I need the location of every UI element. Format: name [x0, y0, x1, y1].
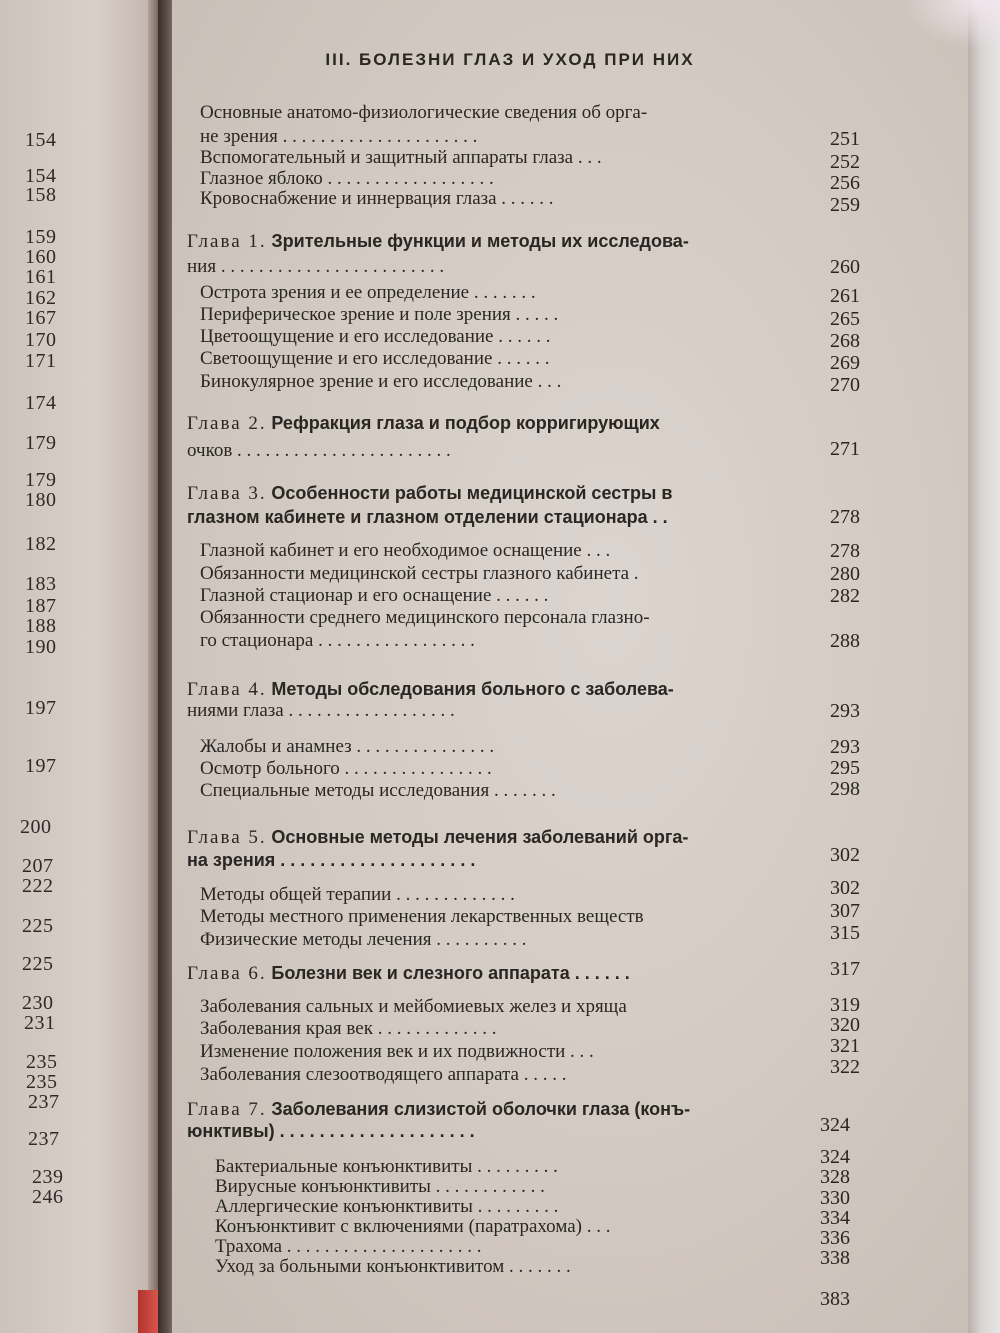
left-page-number: 187	[25, 595, 57, 617]
left-page-number: 222	[22, 875, 54, 897]
chapter-label: Глава 7.	[187, 1099, 267, 1120]
toc-page: 298	[830, 778, 860, 800]
chapter-label: Глава 1.	[187, 231, 267, 252]
toc-entry: ния . . . . . . . . . . . . . . . . . . . . . . . .	[187, 256, 445, 277]
toc-page: 271	[830, 438, 860, 460]
toc-page: 324	[820, 1114, 850, 1136]
left-page-number: 188	[25, 615, 57, 637]
toc-entry: Специальные методы исследования . . . . . . .	[200, 780, 556, 801]
left-page-number: 190	[25, 636, 57, 658]
toc-page: 268	[830, 330, 860, 352]
toc-page: 252	[830, 151, 860, 173]
left-page-number: 231	[24, 1012, 56, 1034]
toc-page: 269	[830, 352, 860, 374]
left-page-number: 225	[22, 953, 54, 975]
toc-page: 261	[830, 285, 860, 307]
toc-entry: Трахома . . . . . . . . . . . . . . . . . . . . .	[215, 1236, 482, 1257]
chapter-text: Рефракция глаза и подбор корригирующих	[271, 413, 660, 433]
toc-entry: Основные анатомо-физиологические сведения об орга-	[200, 102, 648, 123]
toc-page: 307	[830, 900, 860, 922]
toc-entry: Заболевания края век . . . . . . . . . . . . .	[200, 1018, 497, 1039]
left-page-number: 161	[25, 266, 57, 288]
toc-entry: Глазной кабинет и его необходимое оснащение . . .	[200, 540, 611, 561]
left-page-number: 179	[25, 432, 57, 454]
chapter-1-title	[187, 230, 787, 253]
chapter-4-title	[187, 678, 787, 701]
toc-page: 293	[830, 700, 860, 722]
toc-entry: Обязанности медицинской сестры глазного кабинета .	[200, 563, 639, 584]
toc-entry: Глазное яблоко . . . . . . . . . . . . . . . . . .	[200, 168, 494, 189]
chapter-text: Заболевания слизистой оболочки глаза (конъ-	[271, 1099, 691, 1119]
toc-page: 260	[830, 256, 860, 278]
toc-page: 317	[830, 958, 860, 980]
left-page-number: 197	[25, 755, 57, 777]
chapter-text: Основные методы лечения заболеваний орга-	[271, 827, 689, 847]
toc-entry: Методы местного применения лекарственных веществ	[200, 906, 644, 927]
toc-page: 302	[830, 877, 860, 899]
left-page-number: 158	[25, 184, 57, 206]
toc-entry: Аллергические конъюнктивиты . . . . . . . . .	[215, 1196, 559, 1217]
toc-entry: Вспомогательный и защитный аппараты глаза . . .	[200, 147, 602, 168]
toc-page: 338	[820, 1247, 850, 1269]
chapter-label: Глава 3.	[187, 483, 267, 504]
toc-page: 288	[830, 630, 860, 652]
left-page-number: 237	[28, 1128, 60, 1150]
left-page-number: 182	[25, 533, 57, 555]
chapter-label: Глава 2.	[187, 413, 267, 434]
corner-glow	[900, 0, 1000, 50]
toc-entry: Периферическое зрение и поле зрения . . . . .	[200, 304, 559, 325]
toc-page: 302	[830, 844, 860, 866]
left-page-number: 235	[26, 1071, 58, 1093]
toc-entry: Конъюнктивит с включениями (паратрахома) . . .	[215, 1216, 611, 1237]
left-page-number: 159	[25, 226, 57, 248]
toc-page: 256	[830, 172, 860, 194]
toc-page: 259	[830, 194, 860, 216]
toc-page: 321	[830, 1035, 860, 1057]
chapter-text: Зрительные функции и методы их исследова-	[271, 231, 689, 251]
left-page-number: 154	[25, 165, 57, 187]
left-page-number: 171	[25, 350, 57, 372]
toc-entry: Осмотр больного . . . . . . . . . . . . . . . .	[200, 758, 492, 779]
left-page-number: 197	[25, 697, 57, 719]
left-page-number: 180	[25, 489, 57, 511]
left-page-number: 237	[28, 1091, 60, 1113]
left-page-number: 246	[32, 1186, 64, 1208]
page-number: 383	[820, 1288, 850, 1310]
chapter-text: Особенности работы медицинской сестры в	[271, 483, 673, 503]
left-page-number: 230	[22, 992, 54, 1014]
left-page-number: 170	[25, 329, 57, 351]
toc-page: 265	[830, 308, 860, 330]
left-page-number: 183	[25, 573, 57, 595]
toc-entry: Методы общей терапии . . . . . . . . . . . . .	[200, 884, 515, 905]
right-page-edge	[968, 0, 1000, 1333]
chapter-label: Глава 5.	[187, 827, 267, 848]
toc-entry: Уход за больными конъюнктивитом . . . . . . .	[215, 1256, 571, 1277]
toc-page: 322	[830, 1056, 860, 1078]
chapter-5-title	[187, 826, 787, 849]
toc-entry: Кровоснабжение и иннервация глаза . . . . . .	[200, 188, 554, 209]
left-page-number: 200	[20, 816, 52, 838]
toc-page: 295	[830, 757, 860, 779]
chapter-7-title	[187, 1098, 787, 1121]
toc-entry: не зрения . . . . . . . . . . . . . . . . . . . . .	[200, 126, 478, 147]
toc-entry: Заболевания слезоотводящего аппарата . . . . .	[200, 1064, 567, 1085]
toc-page: 324	[820, 1146, 850, 1168]
left-page-number: 167	[25, 307, 57, 329]
chapter-label: Глава 4.	[187, 679, 267, 700]
toc-entry: глазном кабинете и глазном отделении стационара . .	[187, 507, 668, 527]
chapter-text: Болезни век и слезного аппарата . . . . . .	[271, 963, 630, 983]
toc-page: 278	[830, 540, 860, 562]
toc-page: 278	[830, 506, 860, 528]
toc-page: 334	[820, 1207, 850, 1229]
chapter-2-title	[187, 412, 787, 435]
toc-page: 280	[830, 563, 860, 585]
left-page-number: 179	[25, 469, 57, 491]
toc-entry: го стационара . . . . . . . . . . . . . . . . .	[200, 630, 475, 651]
toc-entry: юнктивы) . . . . . . . . . . . . . . . . . . . .	[187, 1121, 475, 1141]
left-page-number: 225	[22, 915, 54, 937]
toc-entry: Бинокулярное зрение и его исследование . . .	[200, 371, 562, 392]
toc-entry: Светоощущение и его исследование . . . . . .	[200, 348, 550, 369]
section-header: III. БОЛЕЗНИ ГЛАЗ И УХОД ПРИ НИХ	[325, 50, 695, 69]
toc-entry: на зрения . . . . . . . . . . . . . . . . . . . .	[187, 850, 476, 870]
chapter-text: Методы обследования больного с заболева-	[271, 679, 674, 699]
toc-entry: Глазной стационар и его оснащение . . . . . .	[200, 585, 549, 606]
left-page-number: 160	[25, 246, 57, 268]
left-page-number: 239	[32, 1166, 64, 1188]
left-page-number: 235	[26, 1051, 58, 1073]
left-page-number: 154	[25, 129, 57, 151]
chapter-3-title	[187, 482, 787, 505]
chapter-6-title	[187, 962, 787, 985]
toc-page: 336	[820, 1227, 850, 1249]
toc-entry: ниями глаза . . . . . . . . . . . . . . . . . .	[187, 700, 455, 721]
toc-entry: Цветоощущение и его исследование . . . . . .	[200, 326, 551, 347]
toc-entry: Обязанности среднего медицинского персонала глазно-	[200, 607, 650, 628]
toc-entry: Физические методы лечения . . . . . . . . . .	[200, 929, 527, 950]
toc-page: 330	[820, 1187, 850, 1209]
toc-entry: Бактериальные конъюнктивиты . . . . . . . . .	[215, 1156, 558, 1177]
red-cover-strip	[138, 1290, 158, 1333]
toc-entry: очков . . . . . . . . . . . . . . . . . . . . . . .	[187, 440, 451, 461]
toc-entry: Жалобы и анамнез . . . . . . . . . . . . . . .	[200, 736, 495, 757]
toc-page: 282	[830, 585, 860, 607]
left-page-number: 162	[25, 287, 57, 309]
toc-entry: Изменение положения век и их подвижности . . .	[200, 1041, 594, 1062]
toc-page: 320	[830, 1014, 860, 1036]
toc-entry: Заболевания сальных и мейбомиевых желез и хряща	[200, 996, 627, 1017]
left-page-number: 174	[25, 392, 57, 414]
chapter-label: Глава 6.	[187, 963, 267, 984]
toc-page: 251	[830, 128, 860, 150]
left-page	[0, 0, 160, 1333]
toc-page: 293	[830, 736, 860, 758]
toc-page: 270	[830, 374, 860, 396]
toc-page: 328	[820, 1166, 850, 1188]
toc-entry: Вирусные конъюнктивиты . . . . . . . . . . . .	[215, 1176, 545, 1197]
toc-page: 315	[830, 922, 860, 944]
toc-page: 319	[830, 994, 860, 1016]
toc-entry: Острота зрения и ее определение . . . . . . .	[200, 282, 536, 303]
left-page-number: 207	[22, 855, 54, 877]
